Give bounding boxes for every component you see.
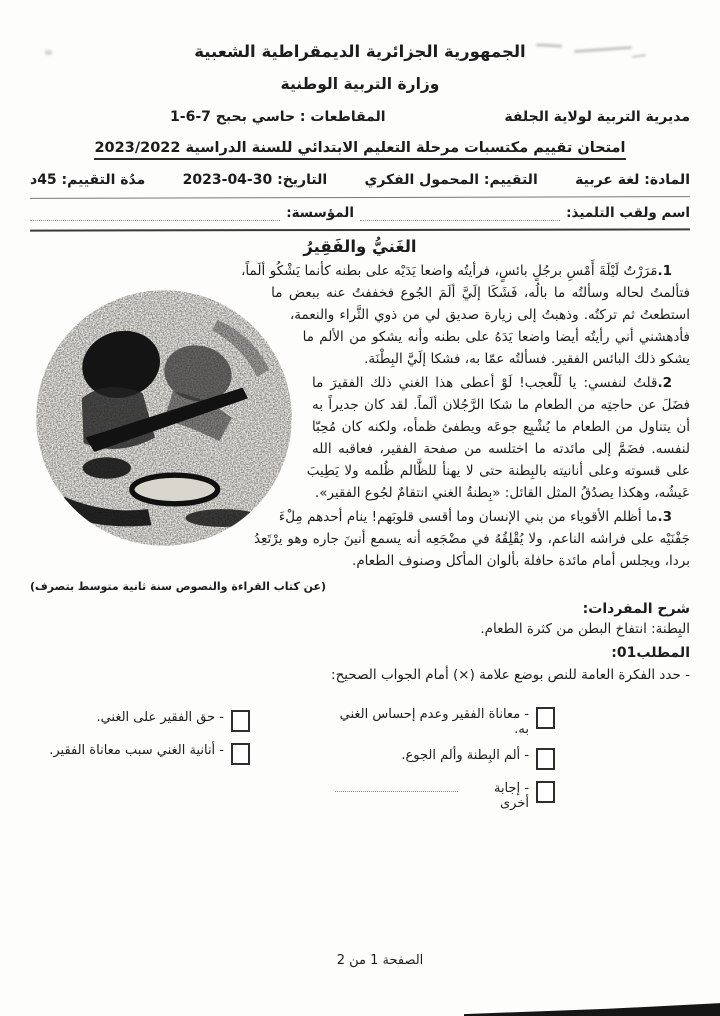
subject-field: المادة: لغة عربية: [575, 172, 690, 188]
directorate-row: [30, 109, 690, 125]
option-label: - معاناة الفقير وعدم إحساس الغني به.: [339, 707, 529, 737]
answer-options: [30, 707, 690, 811]
option-label: - أنانية الغني سبب معاناة الفقير.: [49, 743, 224, 758]
answer-checkbox[interactable]: [231, 710, 250, 732]
exam-info-row: [30, 172, 690, 188]
option-label: - إجابة أخرى: [493, 781, 529, 811]
paragraph-1: 1.مَرَرْتُ لَيْلَةَ أَمْسِ برجُلٍ بائسٍ، فرأيتُه واضعا يَدَيْه على بطنه كأنما يَشْكُو ألَماً، فتألمتُ لحاله وسألتُه ما بالُه، فَشَكَا إلَيَّ ألَمَ الجُوع فخففتُ عنه ببعض ما استطعتُ ثم تركتُه. وذهبتُ إلى زيارة صديق لي من ذوي الثَّراء والنعمة، فأدهشني أني رأيتُه أيضا واضعا يَدَهُ على بطنه وأنه يشكو من الألم ما يشكو ذلك البائس الفقير. فسألتُه عمّا به، فشكا إلَيَّ البِطْنَة.: [241, 263, 690, 367]
task-heading: المطلب01:: [611, 645, 690, 661]
republic-title: الجمهورية الجزائرية الديمقراطية الشعبية: [194, 42, 526, 61]
paragraph-3-number: 3.: [657, 509, 672, 525]
horizontal-rule: [30, 196, 690, 199]
options-column-left: [30, 710, 325, 811]
option-row: [335, 707, 555, 737]
option-label: - ألم البِطنة وألم الجوع.: [401, 748, 529, 763]
assessment-field: التقييم: المحمول الفكري: [364, 172, 538, 188]
option-row: [335, 748, 555, 770]
vocab-definition: البِطنة: انتفاخ البطن من كثرة الطعام.: [480, 621, 690, 637]
scan-edge-artifact: [464, 1000, 720, 1016]
paragraph-2: 2.قلتُ لنفسي: يا لَلْعجب! لَوْ أعطى هذا الغني ذلك الفقيرَ ما فضَلَ عن حاجتِه من الطعام ما شكا الرَّجُلان ألَماً. لقد كان جديراً به أن يتناول من الطعام ما يُشْبِع جوعَه ويطفئ ظمأه، ولكنه كان مُحِبّا لنفسه. فضَمَّ إلى مائدته ما اختلسه من صفحة الفقير، فعاقبه الله على قسوته وعلى أنانيته بالبِطنة حتى لا يهنأ للظَّالم ظُلمه ولا يَطِيبَ عَيشُه، وهكذا يصدُقُ المثل القائل: «بِطنةُ الغني انتقامٌ لجُوع الفقير».: [306, 375, 690, 501]
directorate-label: مديرية التربية لولاية الجلفة: [504, 109, 690, 125]
option-row: [335, 781, 555, 811]
options-column-right: [325, 707, 690, 811]
student-name-label: اسم ولقب التلميذ:: [566, 205, 690, 221]
answer-checkbox[interactable]: [536, 748, 555, 770]
paragraph-3: 3.ما أظلم الأقوياء من بني الإنسان وما أقسى قلوبَهم! ينام أحدهم مِلْءَ جَفْنَيْه على فراشه الناعم، ولا يُقْلِقُهُ في مضْجَعِه أنه يسمع أنينَ جاره وهو يرْتَعِدُ بردا، ويجلس أمام مائدة حافلة بألوان المأكل وصنوف الطعام.: [253, 509, 690, 569]
pencil-smudge: [45, 50, 52, 55]
duration-field: مدُة التقييم: 45د: [30, 172, 146, 188]
institution-label: المؤسسة:: [286, 205, 354, 221]
institution-field[interactable]: [30, 208, 280, 221]
districts-label: المقاطعات : حاسي بحبح 7-6-1: [170, 109, 386, 125]
answer-checkbox[interactable]: [536, 781, 555, 803]
task-instruction: - حدد الفكرة العامة للنص بوضع علامة (×) أمام الجواب الصحيح:: [331, 667, 690, 683]
ministry-title: وزارة التربية الوطنية: [280, 75, 440, 93]
student-name-field[interactable]: [360, 208, 560, 221]
option-row: [30, 743, 250, 765]
paragraph-2-number: 2.: [657, 375, 672, 391]
exam-title: امتحان تقييم مكتسبات مرحلة التعليم الابتدائي للسنة الدراسية 2023/2022: [94, 140, 625, 160]
date-field: التاريخ: 30-04-2023: [182, 172, 328, 188]
vocab-heading: شرح المفردات:: [582, 601, 690, 617]
option-row: [30, 710, 250, 732]
horizontal-rule-thick: [30, 228, 690, 231]
photo-poor-children-eating: [30, 284, 298, 552]
student-row: [30, 205, 690, 221]
source-attribution: (عن كتاب القراءة والنصوص سنة ثانية متوسط بتصرف): [30, 580, 327, 593]
other-answer-field[interactable]: [335, 781, 458, 792]
paragraph-1-number: 1.: [657, 263, 672, 279]
option-label: - حق الفقير على الغني.: [96, 710, 224, 725]
page-number: الصفحة 1 من 2: [336, 953, 424, 968]
passage-body: [30, 260, 690, 572]
passage-title: الغَنيُّ والفَقِيرُ: [303, 237, 417, 256]
answer-checkbox[interactable]: [536, 707, 555, 729]
answer-checkbox[interactable]: [231, 743, 250, 765]
